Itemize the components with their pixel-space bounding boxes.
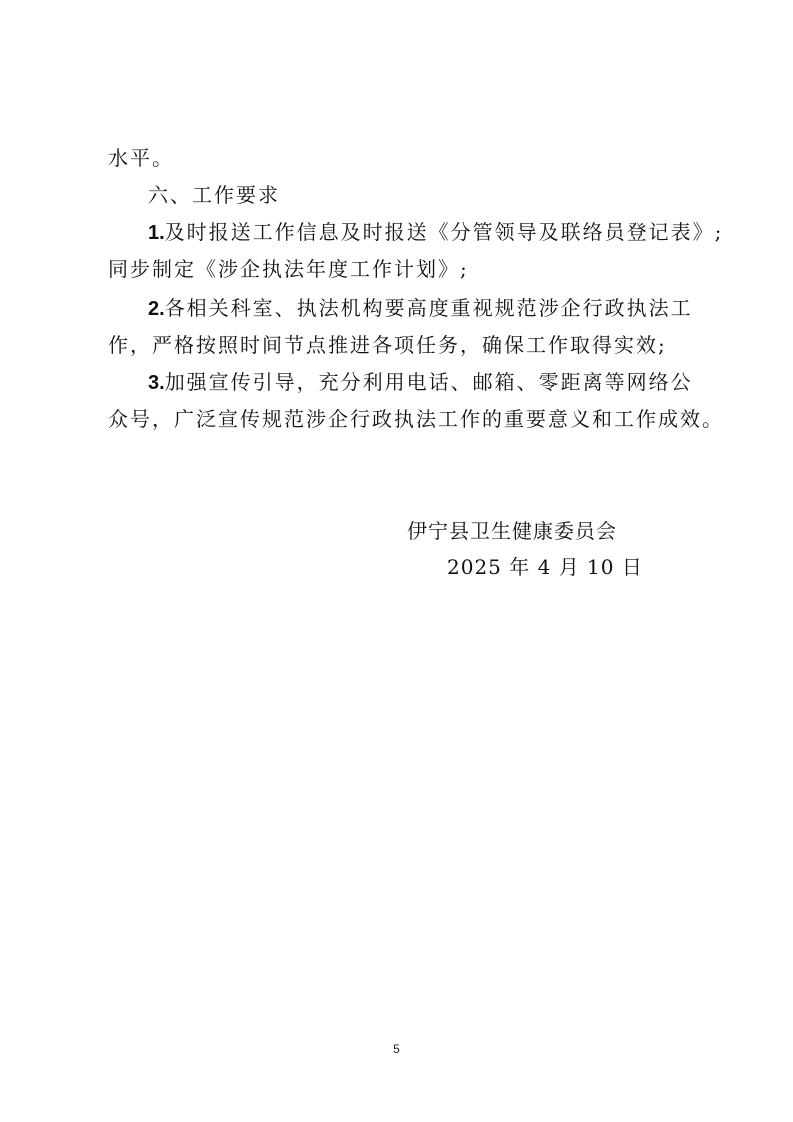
requirement-item-3-line-2: 众号，广泛宣传规范涉企行政执法工作的重要意义和工作成效。: [108, 407, 724, 431]
requirement-item-1-line-1: [148, 220, 723, 245]
signature-organization: 伊宁县卫生健康委员会: [407, 519, 617, 543]
paragraph-continuation: 水平。: [108, 146, 174, 170]
page-number: 5: [393, 1042, 400, 1056]
item-text: 各相关科室、执法机构要高度重视规范涉企行政执法工: [164, 296, 693, 320]
section-heading: 六、工作要求: [148, 183, 280, 207]
requirement-item-2-line-2: 作，严格按照时间节点推进各项任务，确保工作取得实效;: [108, 333, 667, 357]
requirement-item-2-line-1: [148, 296, 693, 321]
signature-date: 2025 年 4 月 10 日: [447, 555, 643, 579]
item-number: 2.: [148, 298, 165, 320]
item-number: 1.: [148, 222, 165, 244]
item-text: 及时报送工作信息及时报送《分管领导及联络员登记表》;: [164, 220, 724, 244]
requirement-item-3-line-1: [148, 370, 693, 395]
requirement-item-1-line-2: 同步制定《涉企执法年度工作计划》;: [108, 257, 469, 281]
item-text: 加强宣传引导，充分利用电话、邮箱、零距离等网络公: [164, 370, 693, 394]
item-number: 3.: [148, 372, 165, 394]
